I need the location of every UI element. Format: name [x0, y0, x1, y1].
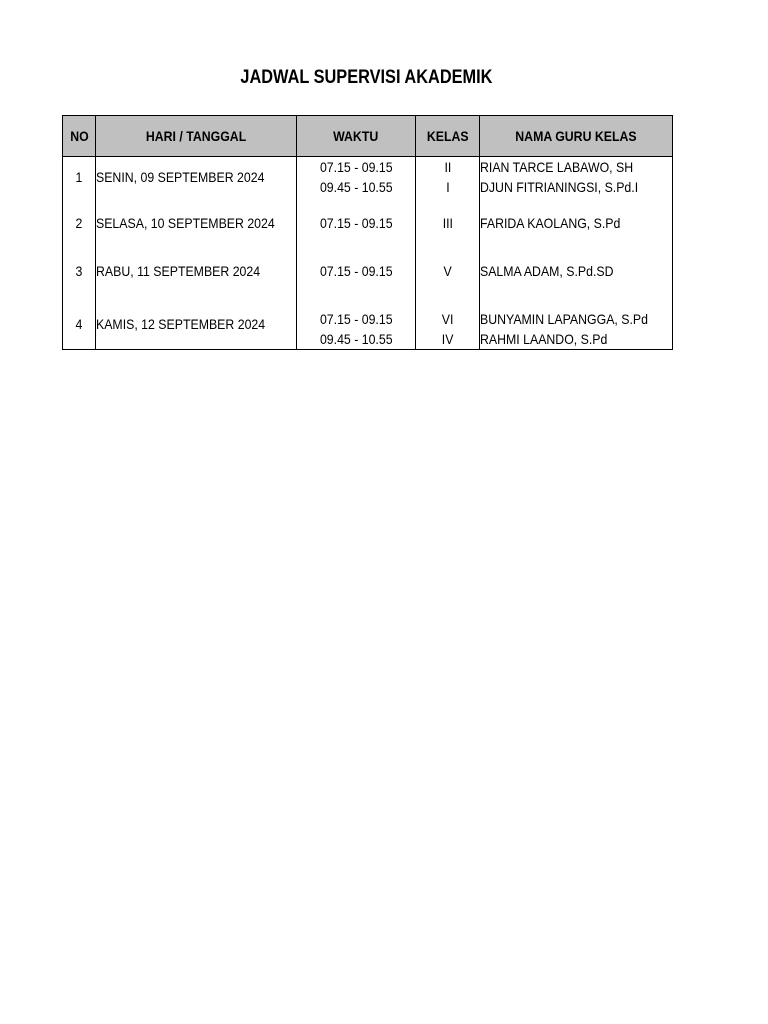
cell-waktu — [297, 293, 416, 349]
table-row — [63, 293, 673, 349]
cell-kelas: V — [416, 249, 480, 293]
cell-guru — [480, 157, 673, 198]
cell-guru: FARIDA KAOLANG, S.Pd — [480, 197, 673, 249]
waktu-line: 09.45 - 10.55 — [319, 179, 393, 195]
header-hari-tanggal: HARI / TANGGAL — [96, 116, 297, 157]
kelas-line: VI — [441, 310, 454, 327]
header-kelas: KELAS — [416, 116, 480, 157]
cell-waktu: 07.15 - 09.15 — [297, 197, 416, 249]
cell-no: 2 — [63, 197, 96, 249]
header-nama-guru: NAMA GURU KELAS — [480, 116, 673, 157]
header-no: NO — [63, 116, 96, 157]
cell-no: 4 — [63, 293, 96, 349]
cell-hari: SENIN, 09 SEPTEMBER 2024 — [96, 157, 297, 198]
cell-guru — [480, 293, 673, 349]
guru-line: RAHMI LAANDO, S.Pd — [480, 330, 608, 347]
cell-hari: SELASA, 10 SEPTEMBER 2024 — [96, 197, 297, 249]
table-row — [63, 249, 673, 293]
header-waktu: WAKTU — [297, 116, 416, 157]
cell-guru: SALMA ADAM, S.Pd.SD — [480, 249, 673, 293]
cell-no: 3 — [63, 249, 96, 293]
cell-kelas — [416, 157, 480, 198]
waktu-line: 09.45 - 10.55 — [319, 330, 393, 347]
cell-waktu — [297, 157, 416, 198]
guru-line: BUNYAMIN LAPANGGA, S.Pd — [480, 310, 648, 327]
cell-kelas: III — [416, 197, 480, 249]
table-row — [63, 157, 673, 198]
cell-hari: KAMIS, 12 SEPTEMBER 2024 — [96, 293, 297, 349]
guru-line: RIAN TARCE LABAWO, SH — [480, 159, 634, 175]
waktu-line: 07.15 - 09.15 — [319, 310, 393, 327]
schedule-table — [62, 115, 673, 350]
guru-line: DJUN FITRIANINGSI, S.Pd.I — [480, 179, 639, 195]
waktu-line: 07.15 - 09.15 — [319, 159, 393, 175]
cell-no: 1 — [63, 157, 96, 198]
kelas-line: IV — [441, 330, 454, 347]
cell-kelas — [416, 293, 480, 349]
table-header-row — [63, 116, 673, 157]
cell-hari: RABU, 11 SEPTEMBER 2024 — [96, 249, 297, 293]
kelas-line: II — [444, 159, 451, 175]
kelas-line: I — [445, 179, 450, 195]
document-title: JADWAL SUPERVISI AKADEMIK — [240, 67, 493, 88]
cell-waktu: 07.15 - 09.15 — [297, 249, 416, 293]
table-row — [63, 197, 673, 249]
